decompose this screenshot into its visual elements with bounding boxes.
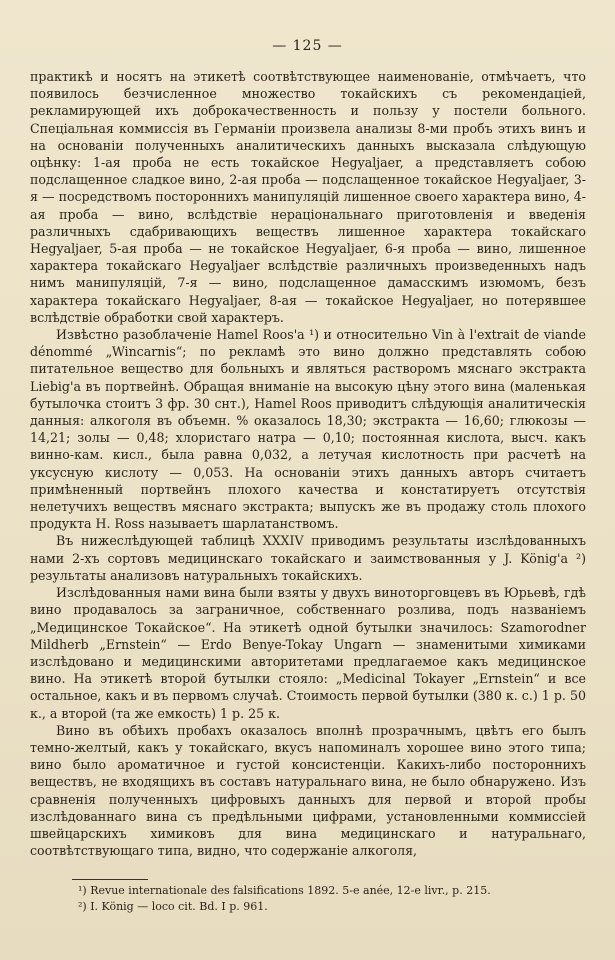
footnote-divider [72, 879, 148, 880]
footnote-1: ¹) Revue internationale des falsifications 1892. 5-e anée, 12-e livr., p. 215. [78, 884, 491, 897]
paragraph-continuation: практикѣ и носятъ на этикетѣ соотвѣтствующее наименованіе, отмѣчаетъ, что появилось безчисленное множество токайскихъ съ рекомендаціей, рекламирующей ихъ доброкачественность и пользу у постели больного. Спеціальная коммиссія въ Германіи произвела анализы 8-ми пробъ этихъ винъ и на основаніи полученныхъ аналитическихъ данныхъ высказала слѣдующую оцѣнку: 1-ая проба не есть токайское Hegyaljaer, а представляетъ собою подслащенное сладкое вино, 2-ая проба — подслащенное токайское Hegyaljaer, 3-я — посредствомъ постороннихъ манипуляцій лишенное своего характера вино, 4-ая проба — вино, вслѣдствіе нераціональнаго приготовленія и введенія различныхъ сдабривающихъ веществъ лишенное характера токайскаго Hegyaljaer, 5-ая проба — не токайское Hegyaljaer, 6-я проба — вино, лишенное характера токайскаго Hegyaljaer вслѣдствіе различныхъ произведенныхъ надъ нимъ манипуляцій, 7-я — вино, подслащенное дамасскимъ изюмомъ, безъ характера токайскаго Hegyaljaer, 8-ая — токайское Hegyaljaer, но потерявшее вслѣдствіе обработки свой характеръ. [30, 69, 586, 325]
paragraph-results: Вино въ обѣихъ пробахъ оказалось вполнѣ прозрачнымъ, цвѣтъ его былъ темно-желтый, какъ у токайскаго, вкусъ напоминалъ хорошее вино этого типа; вино было ароматичное и густой консистенціи. Какихъ-либо постороннихъ веществъ, не входящихъ въ составъ натуральнаго вина, не было обнаружено. Изъ сравненія полученныхъ цифровыхъ данныхъ для первой и второй пробы изслѣдованнаго вина съ предѣльными цифрами, установленными коммиссіей швейцарскихъ химиковъ для вина медицинскаго и натуральнаго, соотвѣтствующаго типа, видно, что содержаніе алкоголя, [30, 722, 586, 859]
footnote-2: ²) I. König — loco cit. Bd. I p. 961. [78, 900, 268, 913]
paragraph-samples: Изслѣдованныя нами вина были взяты у двухъ виноторговцевъ въ Юрьевѣ, гдѣ вино продавалось за заграничное, собственнаго розлива, подъ названіемъ „Медицинское Токайское“. На этикетѣ одной бутылки значилось: Szamorodner Mildherb „Ernstein“ — Erdo Benye-Tokay Ungarn — знаменитыми химиками изслѣдовано и медицинскими авторитетами предлагаемое какъ медицинское вино. На этикетѣ второй бутылки стояло: „Medicinal Tokayer „Ernstein“ и все остальное, какъ и въ первомъ случаѣ. Стоимость первой бутылки (380 к. с.) 1 р. 50 к., а второй (та же емкость) 1 р. 25 к. [30, 585, 586, 721]
page-number: — 125 — [272, 38, 343, 54]
body-text [30, 68, 586, 859]
footnotes [78, 883, 578, 915]
paragraph-table-intro: Въ нижеслѣдующей таблицѣ XXXIV приводимъ результаты изслѣдованныхъ нами 2-хъ сортовъ медицинскаго токайскаго и заимствованныя у J. König'а ²) результаты анализовъ натуральныхъ токайскихъ. [30, 533, 586, 583]
paragraph-hamel-roos: Извѣстно разоблаченіе Hamel Roos'а ¹) и относительно Vin à l'extrait de viande dénommé „Wincarnis“; по рекламѣ это вино должно представлять собою питательное вещество для больныхъ и являться растворомъ мяснаго экстракта Liebig'а въ портвейнѣ. Обращая вниманіе на высокую цѣну этого вина (маленькая бутылочка стоитъ 3 фр. 30 снт.), Hamel Roos приводитъ слѣдующія аналитическія данныя: алкоголя въ объемн. % оказалось 18,30; экстракта — 16,60; глюкозы — 14,21; золы — 0,48; хлористаго натра — 0,10; постоянная кислота, высч. какъ винно-кам. кисл., была равна 0,032, а летучая кислотность при расчетѣ на уксусную кислоту — 0,053. На основаніи этихъ данныхъ авторъ считаетъ примѣненный портвейнъ плохого качества и констатируетъ отсутствія нелетучихъ веществъ мяснаго экстракта; выпускъ же въ продажу столь плохого продукта H. Ross называетъ шарлатанствомъ. [30, 327, 586, 532]
